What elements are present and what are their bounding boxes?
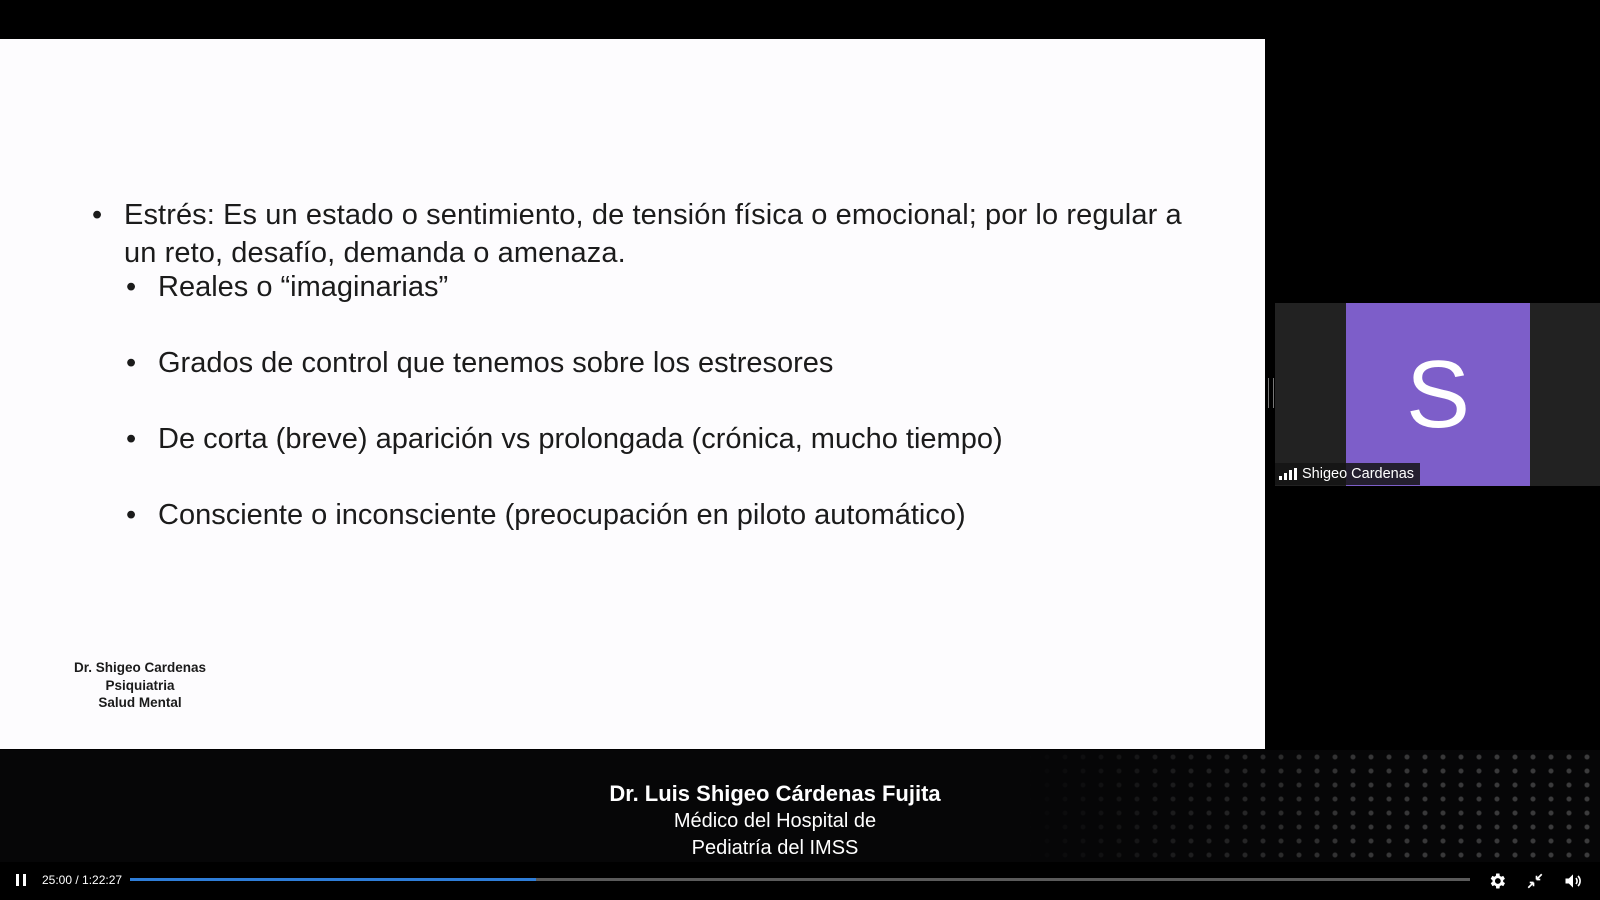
speaker-title-line: Pediatría del IMSS xyxy=(691,837,859,859)
main-bullet xyxy=(92,196,1192,272)
exit-fullscreen-icon[interactable] xyxy=(1522,868,1548,894)
sub-bullet-text: Consciente o inconsciente (preocupación en piloto automático) xyxy=(158,499,966,531)
speaker-title-line: Médico del Hospital de xyxy=(673,810,877,832)
sub-bullet-text: Grados de control que tenemos sobre los estresores xyxy=(158,347,834,379)
progress-bar[interactable] xyxy=(130,878,1470,881)
presentation-slide xyxy=(0,39,1265,749)
credit-line: Dr. Shigeo Cardenas xyxy=(73,660,207,675)
participant-avatar: S xyxy=(1346,303,1530,486)
sub-bullet xyxy=(126,420,1003,458)
speaker-name: Dr. Luis Shigeo Cárdenas Fujita xyxy=(609,781,941,806)
bullet-dot: • xyxy=(126,499,137,531)
bullet-dot: • xyxy=(92,199,103,231)
sub-bullet-text: Reales o “imaginarias” xyxy=(158,271,449,303)
participant-tile[interactable] xyxy=(1275,303,1600,486)
dot-pattern-decoration xyxy=(1020,750,1600,862)
bullet-dot: • xyxy=(126,271,137,303)
credit-line: Salud Mental xyxy=(98,695,182,710)
time-display: 25:00 / 1:22:27 xyxy=(42,873,123,887)
speaker-caption xyxy=(575,780,975,862)
participant-name: Shigeo Cardenas xyxy=(1302,466,1415,482)
split-resize-handle[interactable] xyxy=(1268,378,1274,408)
video-controls xyxy=(0,862,1600,900)
bullet-dot: • xyxy=(126,423,137,455)
sub-bullet xyxy=(126,344,833,382)
progress-fill xyxy=(130,878,536,881)
credit-line: Psiquiatria xyxy=(105,677,175,693)
main-bullet-text: Estrés: Es un estado o sentimiento, de tensión física o emocional; por lo regular a un reto, desafío, demanda o amenaza. xyxy=(124,199,1182,269)
gear-icon[interactable] xyxy=(1484,868,1510,894)
signal-strength-icon xyxy=(1279,468,1297,480)
pause-icon[interactable] xyxy=(14,872,28,888)
participant-name-tag xyxy=(1275,463,1420,485)
bullet-dot: • xyxy=(126,347,137,379)
sub-bullet xyxy=(126,496,966,534)
sub-bullet-text: De corta (breve) aparición vs prolongada (crónica, mucho tiempo) xyxy=(158,423,1003,455)
sub-bullet xyxy=(126,268,448,306)
volume-icon[interactable] xyxy=(1560,868,1586,894)
slide-credit xyxy=(40,659,240,712)
